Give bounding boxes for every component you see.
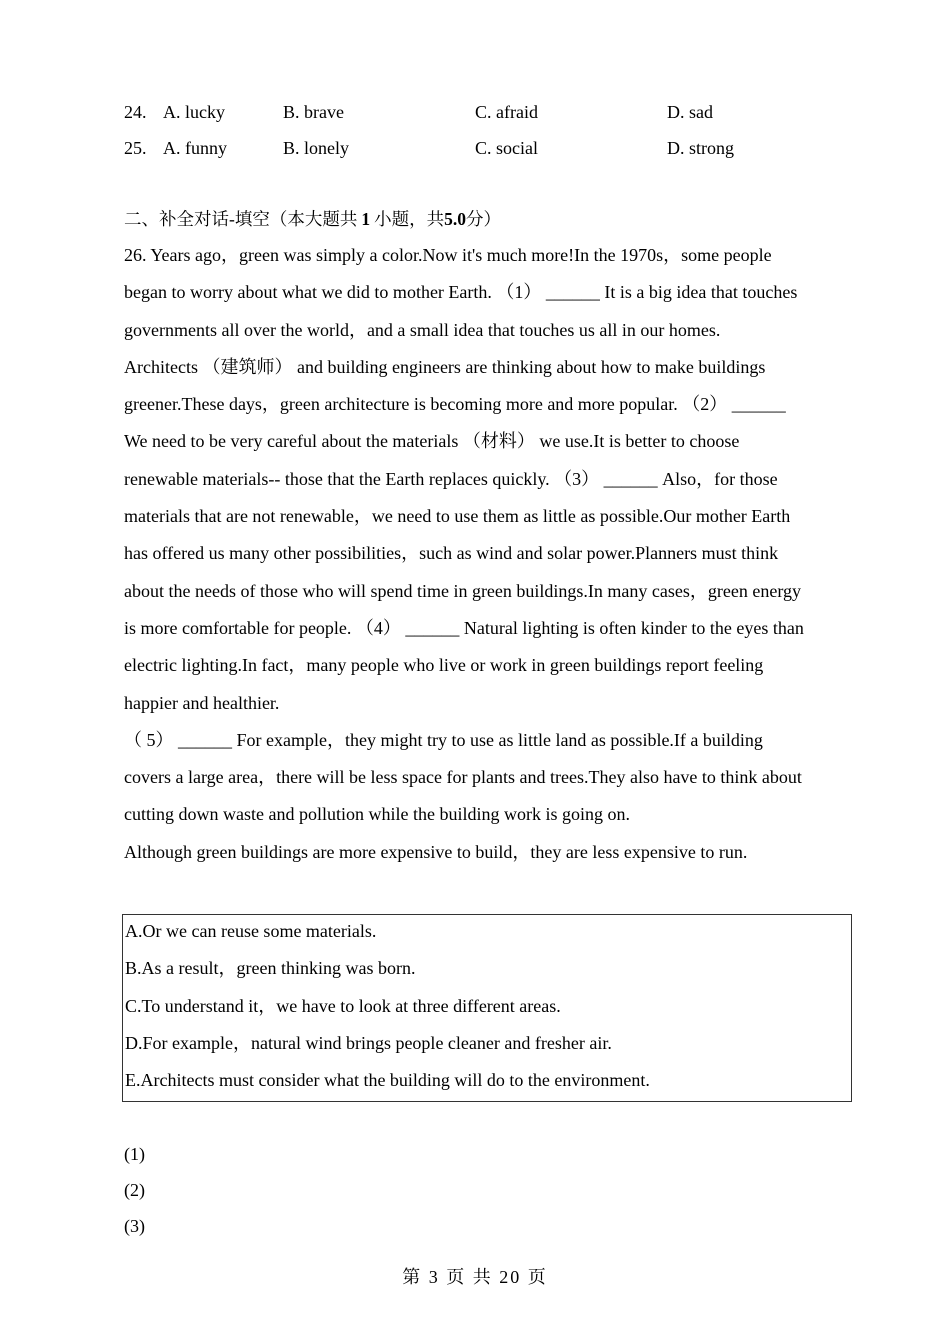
passage-line: （ 5） ______ For example，they might try to use as little land as possible.If a building	[124, 729, 763, 750]
passage-line: Architects （建筑师） and building engineers are thinking about how to make buildings	[124, 356, 766, 377]
choice-d: D.For example，natural wind brings people cleaner and fresher air.	[125, 1032, 612, 1053]
section-title-prefix: 二、补全对话-填空（本大题共	[124, 209, 358, 229]
section-title-suffix: 分）	[465, 209, 501, 229]
passage-line: We need to be very careful about the materials （材料） we use.It is better to choose	[124, 431, 740, 452]
choice-a: A.Or we can reuse some materials.	[125, 921, 377, 941]
passage-line: governments all over the world，and a small idea that touches us all in our homes.	[124, 319, 721, 340]
question-number: 25.	[124, 138, 147, 158]
section-title	[124, 207, 501, 231]
page-footer: 第 3 页 共 20 页	[402, 1267, 548, 1287]
answer-blank-2: (2)	[124, 1180, 145, 1200]
answer-blank-3: (3)	[124, 1216, 145, 1236]
section-question-count: 1	[361, 209, 371, 229]
passage-line: cutting down waste and pollution while the building work is going on.	[124, 804, 630, 825]
choice-c: C.To understand it，we have to look at three different areas.	[125, 995, 561, 1016]
option-d: D. sad	[667, 102, 713, 122]
passage-line: covers a large area，there will be less space for plants and trees.They also have to think about	[124, 767, 802, 788]
option-c: C. afraid	[475, 102, 538, 122]
passage-line: renewable materials-- those that the Earth replaces quickly. （3） ______ Also，for those	[124, 468, 778, 489]
option-b: B. lonely	[283, 138, 349, 158]
option-a: A. lucky	[163, 102, 225, 122]
passage-line: Although green buildings are more expensive to build，they are less expensive to run.	[124, 841, 748, 862]
choice-e: E.Architects must consider what the building will do to the environment.	[125, 1070, 650, 1091]
passage-line: materials that are not renewable，we need to use them as little as possible.Our mother Earth	[124, 506, 791, 527]
answer-blank-1: (1)	[124, 1144, 145, 1164]
passage-line: has offered us many other possibilities，such as wind and solar power.Planners must think	[124, 543, 779, 564]
passage-line: greener.These days，green architecture is becoming more and more popular. （2） ______	[124, 394, 786, 415]
option-a: A. funny	[163, 138, 227, 158]
passage-line: happier and healthier.	[124, 692, 280, 713]
option-b: B. brave	[283, 102, 344, 122]
section-title-middle: 小题，共	[374, 209, 445, 229]
section-score: 5.0	[444, 209, 466, 229]
question-number: 24.	[124, 102, 147, 122]
option-c: C. social	[475, 138, 538, 158]
choice-b: B.As a result，green thinking was born.	[125, 958, 416, 979]
option-d: D. strong	[667, 138, 734, 158]
passage-line: began to worry about what we did to mother Earth. （1） ______ It is a big idea that touches	[124, 282, 798, 303]
passage-line: electric lighting.In fact，many people who live or work in green buildings report feeling	[124, 655, 764, 676]
passage-line: about the needs of those who will spend time in green buildings.In many cases，green energy	[124, 580, 802, 601]
passage-line: is more comfortable for people. （4） ______ Natural lighting is often kinder to the eyes than	[124, 617, 804, 638]
choices-box	[122, 914, 852, 1102]
passage-line: 26. Years ago，green was simply a color.Now it's much more!In the 1970s，some people	[124, 245, 772, 265]
passage	[124, 237, 856, 871]
